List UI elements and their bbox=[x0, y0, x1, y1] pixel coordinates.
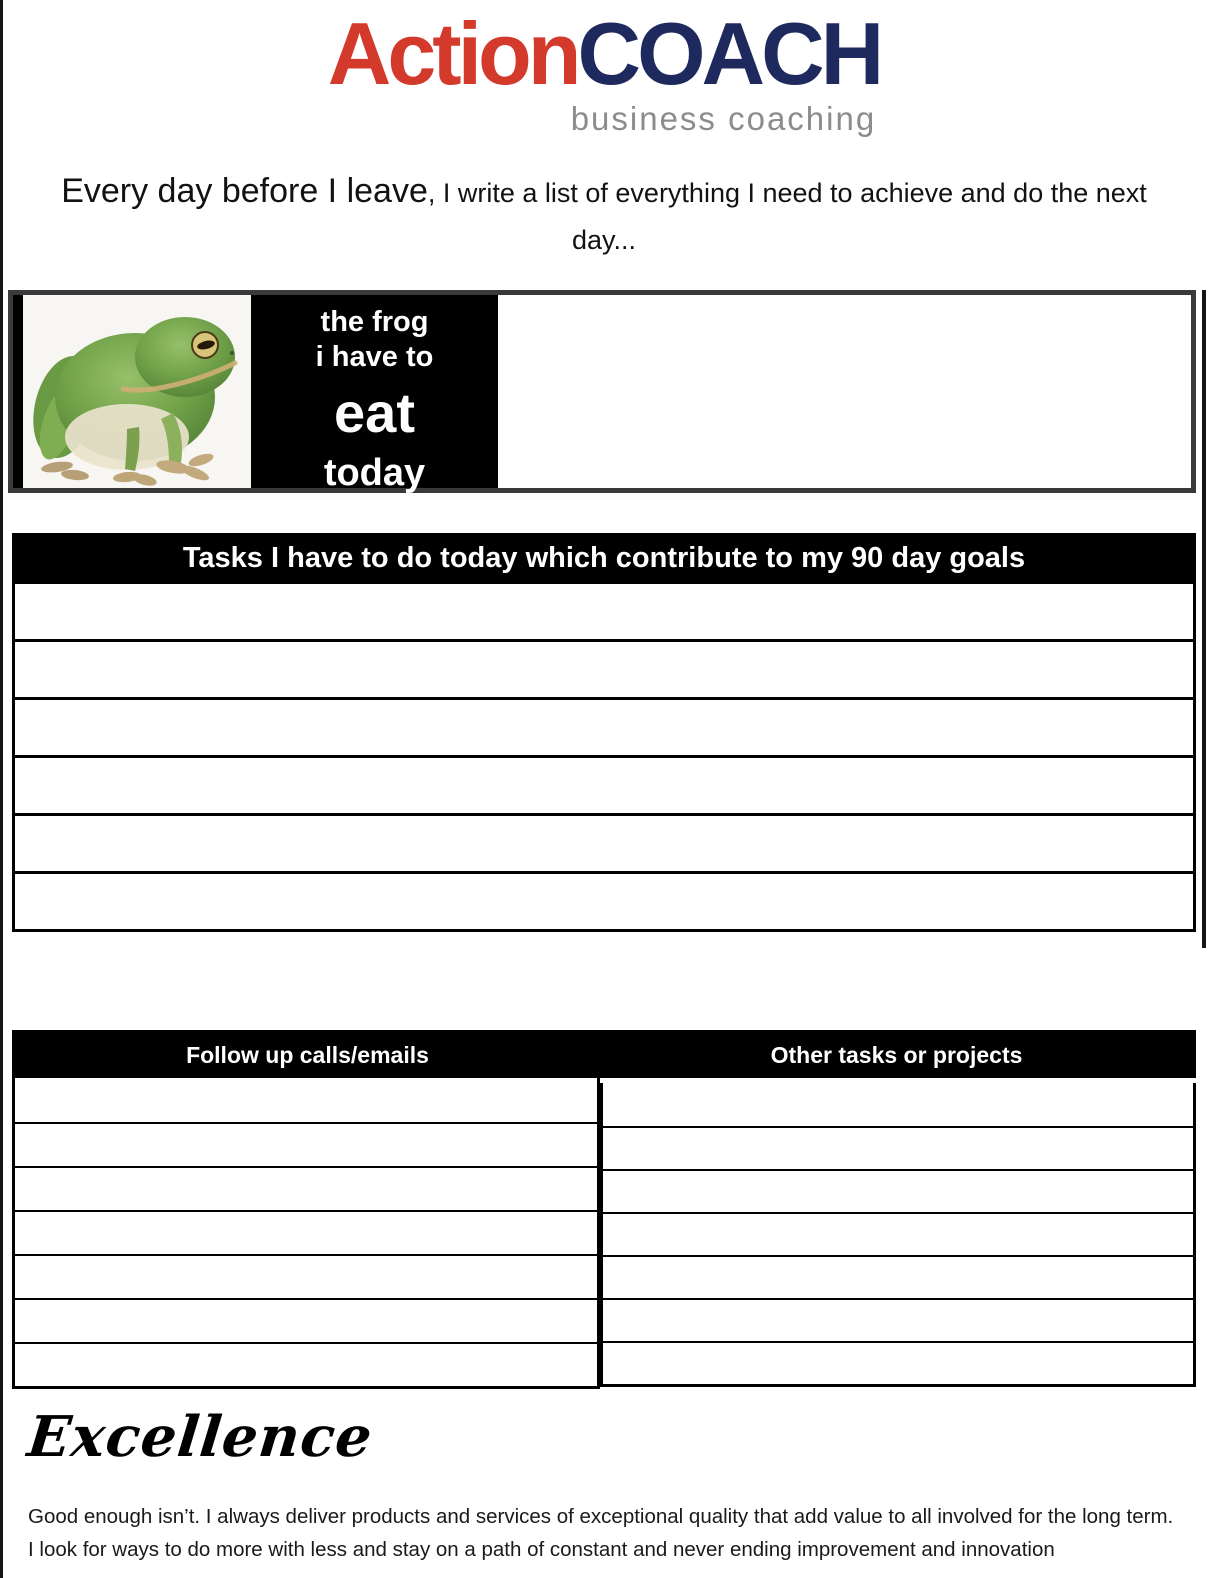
followup-left-row bbox=[15, 1166, 597, 1210]
followup-table-header bbox=[12, 1030, 1196, 1078]
followup-right-row bbox=[603, 1212, 1193, 1255]
followup-left-row bbox=[15, 1342, 597, 1386]
frog-image bbox=[23, 295, 251, 488]
followup-header-right: Other tasks or projects bbox=[770, 1042, 1023, 1068]
headline-line2: day... bbox=[571, 225, 637, 255]
followup-column-left bbox=[12, 1078, 600, 1389]
followup-right-row bbox=[603, 1169, 1193, 1212]
followup-table bbox=[12, 1030, 1196, 1389]
footer-line2: I look for ways to do more with less and stay on a path of constant and never ending improvement and innovation bbox=[28, 1538, 1055, 1562]
page-edge-line-left bbox=[0, 0, 3, 1578]
logo-coach-text: COACH bbox=[577, 4, 881, 103]
followup-right-row bbox=[603, 1255, 1193, 1298]
tasks-table-row bbox=[15, 581, 1193, 639]
tasks-table-row bbox=[15, 813, 1193, 871]
logo-action-text: Action bbox=[327, 4, 578, 103]
frog-banner-black-strip bbox=[13, 295, 23, 488]
actioncoach-logo bbox=[0, 4, 1208, 138]
tasks-table-header: Tasks I have to do today which contribute to my 90 day goals bbox=[15, 536, 1193, 581]
frog-banner-blank-area bbox=[498, 295, 1191, 488]
followup-right-row bbox=[603, 1126, 1193, 1169]
frog-caption-line1: the frog bbox=[320, 306, 429, 338]
followup-right-row bbox=[603, 1083, 1193, 1126]
followup-table-body bbox=[12, 1078, 1196, 1389]
tasks-table-row bbox=[15, 697, 1193, 755]
frog-banner bbox=[8, 290, 1196, 493]
tasks-table-row bbox=[15, 871, 1193, 929]
footer-paragraph bbox=[28, 1500, 1188, 1566]
frog-caption-eat: eat bbox=[334, 380, 415, 444]
headline-lead: Every day before I leave bbox=[61, 172, 428, 210]
page-edge-line-right bbox=[1202, 290, 1206, 948]
followup-header-left: Follow up calls/emails bbox=[186, 1042, 429, 1068]
followup-left-row bbox=[15, 1078, 597, 1122]
headline-rest: , I write a list of everything I need to achieve and do the next bbox=[427, 178, 1147, 208]
followup-left-row bbox=[15, 1210, 597, 1254]
followup-column-right bbox=[600, 1083, 1196, 1387]
footer-line1: Good enough isn’t. I always deliver products and services of exceptional quality that add value to all involved for the long term. bbox=[28, 1505, 1174, 1528]
logo-wordmark bbox=[327, 4, 881, 103]
followup-left-row bbox=[15, 1254, 597, 1298]
followup-left-row bbox=[15, 1122, 597, 1166]
logo-inner bbox=[327, 4, 881, 138]
headline bbox=[14, 172, 1194, 256]
followup-right-row bbox=[603, 1341, 1193, 1384]
tasks-table-row bbox=[15, 639, 1193, 697]
excellence-heading: Excellence bbox=[24, 1404, 376, 1470]
followup-left-row bbox=[15, 1298, 597, 1342]
logo-tagline: business coaching bbox=[570, 100, 877, 137]
tasks-table-row bbox=[15, 755, 1193, 813]
frog-caption-line2: i have to bbox=[315, 340, 434, 373]
frog-caption-box bbox=[251, 295, 498, 494]
frog-photo bbox=[23, 295, 251, 488]
followup-right-row bbox=[603, 1298, 1193, 1341]
frog-caption-today: today bbox=[323, 451, 426, 494]
tasks-table bbox=[12, 533, 1196, 932]
